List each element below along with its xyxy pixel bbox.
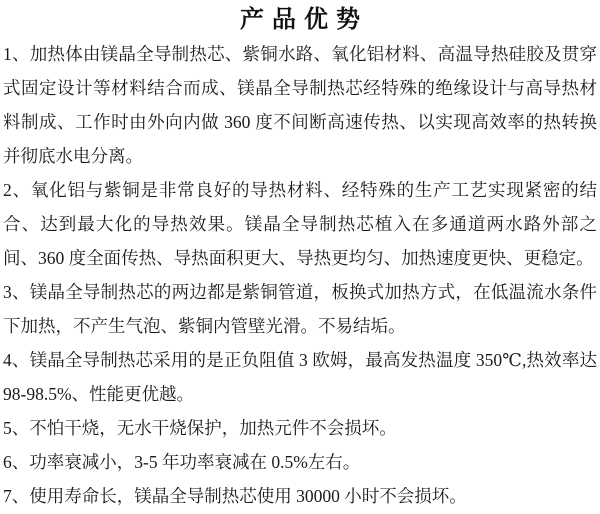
paragraph-2-thermal-conduction: 2、氧化铝与紫铜是非常良好的导热材料、经特殊的生产工艺实现紧密的结合、达到最大化的导热效果。镁晶全导制热芯植入在多通道两水路外部之间、360 度全面传热、导热面积更大、导热更均匀、加热速度更快、更稳定。 bbox=[3, 180, 597, 268]
paragraph-5-dry-burn-protection: 5、不怕干烧，无水干烧保护，加热元件不会损坏。 bbox=[3, 418, 397, 438]
paragraph-3-copper-pipes: 3、镁晶全导制热芯的两边都是紫铜管道，板换式加热方式，在低温流水条件下加热，不产生气泡、紫铜内管壁光滑。不易结垢。 bbox=[3, 282, 597, 336]
paragraph-6-power-attenuation: 6、功率衰减小，3-5 年功率衰减在 0.5%左右。 bbox=[3, 452, 361, 472]
paragraph-7-service-life: 7、使用寿命长，镁晶全导制热芯使用 30000 小时不会损坏。 bbox=[3, 486, 467, 506]
paragraph-4-resistance-efficiency: 4、镁晶全导制热芯采用的是正负阻值 3 欧姆，最高发热温度 350℃,热效率达 98-98.5%、性能更优越。 bbox=[3, 350, 597, 404]
paragraph-1-heating-body-materials: 1、加热体由镁晶全导制热芯、紫铜水路、氧化铝材料、高温导热硅胶及贯穿式固定设计等材料结合而成、镁晶全导制热芯经特殊的绝缘设计与高导热材料制成、工作时由外向内做 360 度不间断高速传热、以实现高效率的热转换并彻底水电分离。 bbox=[3, 44, 597, 166]
page-title: 产品优势 bbox=[240, 7, 368, 33]
